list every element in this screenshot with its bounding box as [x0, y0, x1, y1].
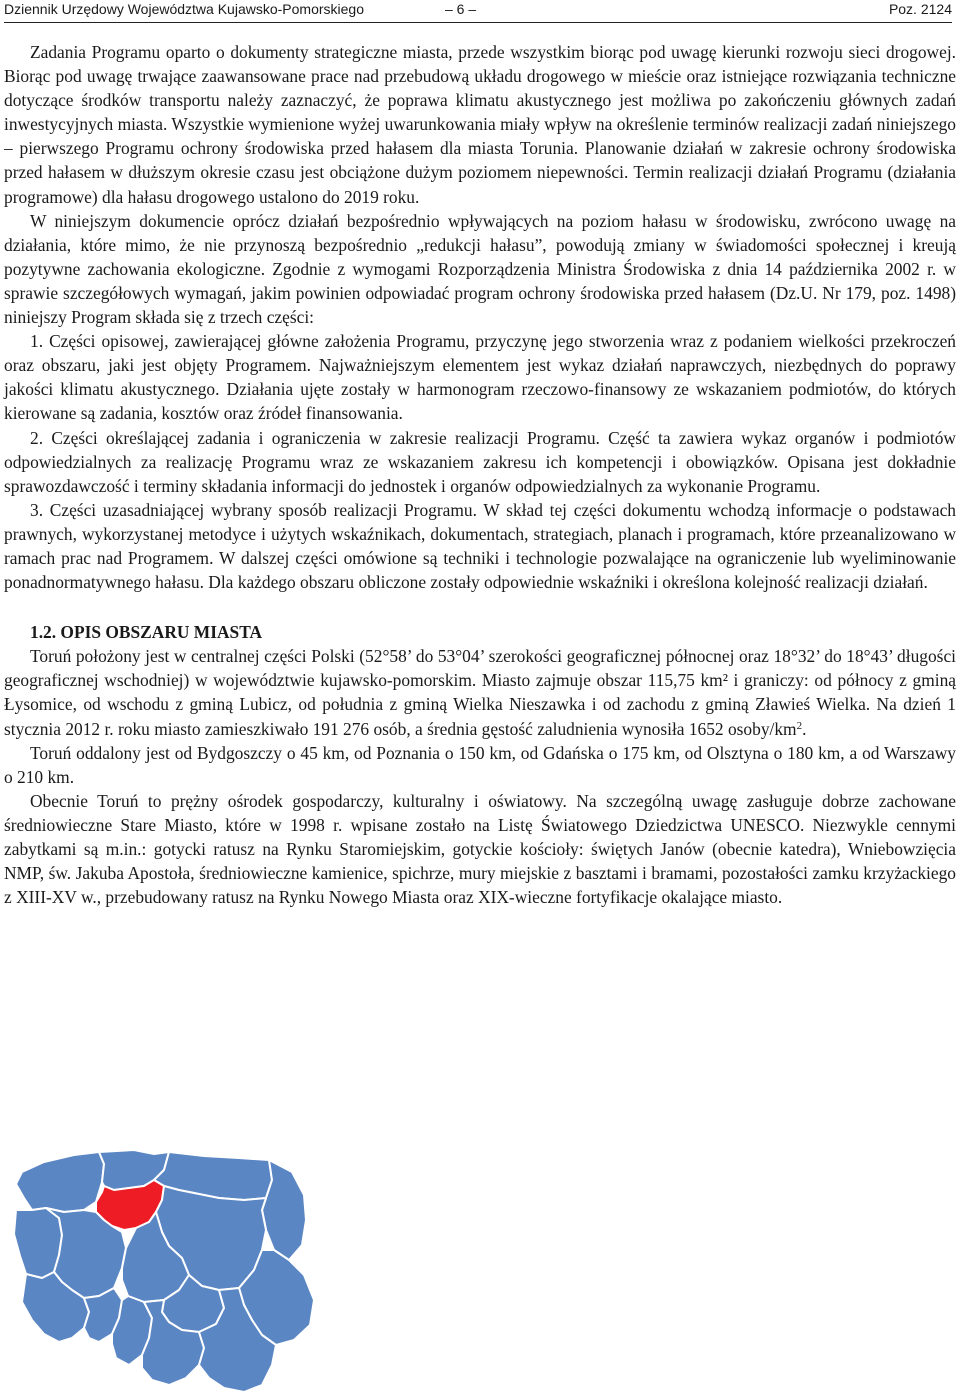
- journal-title: Dziennik Urzędowy Województwa Kujawsko-Pomorskiego: [4, 1, 364, 17]
- intro-paragraph-2: W niniejszym dokumencie oprócz działań bezpośrednio wpływających na poziom hałasu w środowisku, zwrócono uwagę na działania, które mimo, że nie przynoszą bezpośrednio „redukcji hałasu”, powodują zmiany w świadomości społecznej i kreują pozytywne zachowania ekologiczne. Zgodnie z wymogami Rozporządzenia Ministra Środowiska z dnia 14 października 2002 r. w sprawie szczegółowych wymagań, jakim powinien odpowiadać program ochrony środowiska przed hałasem (Dz.U. Nr 179, poz. 1498) niniejszy Program składa się z trzech części:: [4, 210, 956, 328]
- period: .: [802, 718, 807, 739]
- list-item-1: 1. Części opisowej, zawierającej główne założenia Programu, przyczynę jego stworzenia wraz z podaniem wielkości przekroczeń oraz obszaru, jaki jest objęty Programem. Najważniejszym elementem jest wykaz działań naprawczych, niezbędnych do poprawy jakości klimatu akustycznego. Działania ujęte zostały w harmonogram rzeczowo-finansowy ze wskazaniem podmiotów, do których kierowane są zadania, kosztów oraz źródeł finansowania.: [4, 331, 956, 424]
- city-location-text: Toruń położony jest w centralnej części Polski (52°58’ do 53°04’ szerokości geograficznej północnej oraz 18°32’ do 18°43’ długości geograficznej wschodniej) w województwie kujawsko-pomorskim. Miasto zajmuje obszar 115,75 km² i graniczy: od północy z gminą Łysomice, od wschodu z gminą Lubicz, od południa z gminą Wielka Nieszawka i od zachodu z gminą Zławieś Wielka. Na dzień 1 stycznia 2012 r. roku miasto zamieszkiwało 191 276 osób, a średnia gęstość zaludnienia wynosiła 1652 osoby/km: [4, 646, 956, 739]
- poland-voivodeships-map: [4, 1150, 329, 1395]
- superscript: 2: [796, 719, 803, 732]
- page-header: [4, 0, 952, 23]
- position-number: Poz. 2124: [888, 1, 952, 17]
- list-item-2: 2. Części określającej zadania i ograniczenia w zakresie realizacji Programu. Część ta zawiera wykaz organów i podmiotów odpowiedzialnych za realizację Programu wraz ze wskazaniem zakresu ich kompetencji i obowiązków. Opisana jest dokładnie sprawozdawczość i terminy składania informacji do jednostek i organów odpowiedzialnych za wykonanie Programu.: [4, 427, 956, 496]
- city-heritage-paragraph: Obecnie Toruń to prężny ośrodek gospodarczy, kulturalny i oświatowy. Na szczególną uwagę zasługuje dobrze zachowane średniowieczne Stare Miasto, które w 1998 r. wpisane zostało na Listę Światowego Dziedzictwa UNESCO. Niezwykle cennymi zabytkami są m.in.: gotycki ratusz na Rynku Staromiejskim, gotyckie kościoły: świętych Janów (obecnie katedra), Wniebowzięcia NMP, św. Jakuba Apostoła, średniowieczne kamienice, spichrze, mury miejskie z basztami i bramami, pozostałości zamku krzyżackiego z XIII-XV w., przebudowany ratusz na Rynku Nowego Miasta oraz XIX-wieczne fortyfikacje okalające miasto.: [4, 790, 956, 908]
- city-location-paragraph: [4, 644, 956, 740]
- region-zachodniopomorskie: [16, 1152, 104, 1212]
- city-distance-paragraph: Toruń oddalony jest od Bydgoszczy o 45 km, od Poznania o 150 km, od Gdańska o 175 km, od Olsztyna o 180 km, a od Warszawy o 210 km.: [4, 742, 956, 787]
- document-body: [4, 40, 956, 909]
- poland-map: [4, 1150, 329, 1395]
- list-item-3: 3. Części uzasadniającej wybrany sposób realizacji Programu. W skład tej części dokumentu wchodzą informacje o podstawach prawnych, wykorzystanej metodyce i użytych wskaźnikach, dokumentach, strategiach, planach i programach, które przeanalizowano w ramach prac nad Programem. W dalszej części omówione są techniki i technologie pozwalające na ograniczenie lub wyeliminowanie ponadnormatywnego hałasu. Dla każdego obszaru obliczone zostały odpowiednie wskaźniki i określona kolejność realizacji działań.: [4, 499, 956, 593]
- page-number: – 6 –: [445, 1, 477, 17]
- intro-paragraph-1: Zadania Programu oparto o dokumenty strategiczne miasta, przede wszystkim biorąc pod uwagę kierunki rozwoju sieci drogowej. Biorąc pod uwagę trwające zaawansowane prace nad przebudową układu drogowego w mieście oraz istniejące rozwiązania techniczne dotyczące środków transportu należy zaznaczyć, że poprawa klimatu akustycznego jest możliwa po zakończeniu głównych zadań inwestycyjnych miasta. Wszystkie wymienione wyżej uwarunkowania miały wpływ na określenie terminów realizacji zadań niniejszego – pierwszego Programu ochrony środowiska przed hałasem dla miasta Torunia. Planowanie działań w zakresie ochrony środowiska przed hałasem w dłuższym okresie czasu jest obciążone dużym poziomem niepewności. Termin realizacji działań Programu (działania programowe) dla hałasu drogowego ustalono do 2019 roku.: [4, 42, 956, 207]
- section-heading: 1.2. OPIS OBSZARU MIASTA: [30, 622, 263, 643]
